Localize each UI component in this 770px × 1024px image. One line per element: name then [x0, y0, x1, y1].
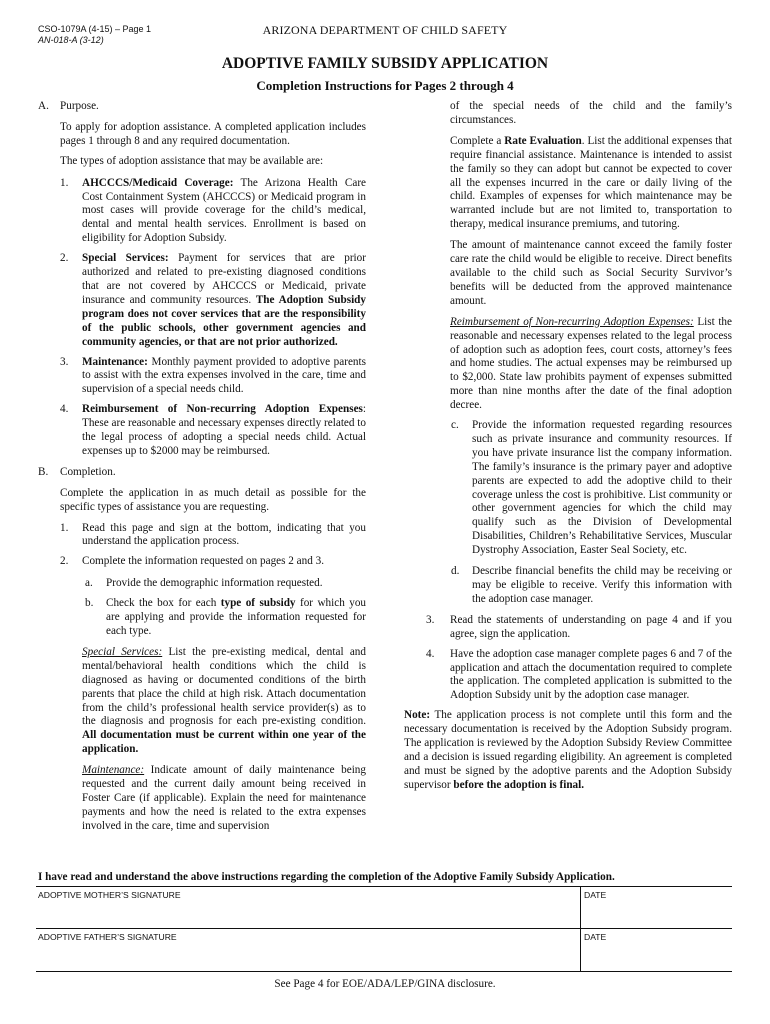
father-signature-label: ADOPTIVE FATHER’S SIGNATURE — [38, 932, 177, 942]
mother-date-label: DATE — [584, 890, 607, 900]
completion-item-1: 1. Read this page and sign at the bottom, indicating that you understand the application process. — [60, 521, 366, 548]
section-b-intro: Complete the application in as much detail as possible for the specific types of assistance you are requesting. — [60, 486, 366, 513]
maintenance-instructions: Maintenance: Indicate amount of daily maintenance being requested and the current daily amount being received in Foster Care (if applicable). Explain the need for maintenance payments and how the need is related to the extra expenses involved in the care, time and supervision — [82, 764, 366, 832]
signature-block — [36, 886, 732, 972]
completion-subitem-a: a. Provide the demographic information requested. — [85, 577, 323, 590]
page-title: ADOPTIVE FAMILY SUBSIDY APPLICATION — [221, 55, 549, 72]
reimbursement-instructions: Reimbursement of Non-recurring Adoption Expenses: List the reasonable and necessary expenses related to the legal process of adoption such as adoption fees, court costs, attorney’s fees and home studies. The actual expenses may be reimbursed up to $2,000. State law prohibits payment of expenses submitted more than nine months after the date of the final adoption decree. — [450, 315, 732, 412]
footer-disclosure: See Page 4 for EOE/ADA/LEP/GINA disclosure. — [274, 978, 496, 990]
special-services-instructions: Special Services: List the pre-existing medical, dental and mental/behavioral health conditions which the child is diagnosed as having or documented conditions of the birth parents that place the child at high risk. Attach documentation from the child’s professional health service provider(s) as to the diagnosis and prognosis for each pre-existing condition. All documentation must be current within one year of the application. — [82, 645, 366, 756]
acknowledgement-statement: I have read and understand the above instructions regarding the completion of the Adoptive Family Subsidy Application. — [38, 871, 615, 883]
completion-subitem-c: c. Provide the information requested regarding resources such as private insurance and community resources. If you have private insurance list the company information. The family’s insurance is the primary payer and adoptive parents are expected to add the adoptive child to their coverage unless the cost is prohibitive. List community or other government agencies for which the child may qualify such as the Division of Developmental Disabilities, Children’s Rehabilitative Services, Muscular Dystrophy Association, Easter Seal Society, etc. — [451, 419, 732, 557]
mother-signature-label: ADOPTIVE MOTHER’S SIGNATURE — [38, 890, 181, 900]
assistance-item-4: 4. Reimbursement of Non-recurring Adoption Expenses: These are reasonable and necessary expenses directly related to the legal process of adopting a special needs child. Actual expenses up to $2000 may be reimbursed. — [60, 403, 366, 457]
father-date-field[interactable] — [584, 943, 730, 971]
maintenance-amount-text: The amount of maintenance cannot exceed the family foster care rate the child would be eligible to receive. Direct benefits available to the child such as Social Security Survivor’s benefits will be deducted from the approved maintenance amount. — [450, 239, 732, 307]
rate-evaluation-text: Complete a Rate Evaluation. List the additional expenses that require financial assistance. Maintenance is intended to assist the family so they can adopt but cannot be expected to cover all the expenses incurred in the care or daily living of the child. Examples of expenses for which maintenance may be warranted include but are not limited to, transportation to therapy, medical insurance premiums, and tutoring. — [450, 134, 732, 231]
mother-date-field[interactable] — [584, 901, 730, 927]
agency-name: ARIZONA DEPARTMENT OF CHILD SAFETY — [262, 23, 508, 37]
section-a-intro: To apply for adoption assistance. A completed application includes pages 1 through 8 and any required documentation. — [60, 120, 366, 147]
father-date-label: DATE — [584, 932, 607, 942]
completion-item-4: 4. Have the adoption case manager complete pages 6 and 7 of the application and attach the documentation required to complete the application. The completed application is submitted to the Adoption Subsidy unit by the adoption case manager. — [426, 647, 732, 702]
completion-item-2: 2. Complete the information requested on pages 2 and 3. — [60, 555, 325, 568]
page-subtitle: Completion Instructions for Pages 2 through 4 — [256, 78, 514, 93]
right-column — [404, 100, 732, 793]
assistance-item-2: 2. Special Services: Payment for services that are prior authorized and related to pre-existing diagnosed conditions that are not covered by AHCCCS or Medicaid, private insurance and community resources. The Adoption Subsidy program does not cover services that are the responsibility of the public schools, other government agencies and community agencies, or that are not prior authorized. — [60, 252, 366, 348]
completion-subitem-b: b. Check the box for each type of subsidy for which you are applying and provide the information requested for each type. — [85, 597, 367, 637]
assistance-item-1: 1. AHCCCS/Medicaid Coverage: The Arizona Health Care Cost Containment System (AHCCCS) or Medicaid program in most cases will provide coverage for the child’s medical, dental and mental health services. Enrollment is based on eligibility for Adoption Subsidy. — [60, 176, 367, 245]
signature-divider — [36, 928, 732, 929]
assistance-item-3: 3. Maintenance: Monthly payment provided to adoptive parents to assist with the extra expenses involved in the care, time and supervision of a special needs child. — [60, 355, 366, 396]
father-signature-field[interactable] — [36, 943, 576, 971]
section-a-heading: A. Purpose. — [38, 100, 99, 112]
completion-item-3: 3. Read the statements of understanding on page 4 and if you agree, sign the application. — [426, 613, 732, 640]
section-b-heading: B. Completion. — [38, 465, 116, 478]
date-column-divider — [580, 887, 581, 971]
left-column — [38, 100, 366, 834]
form-number: CSO-1079A (4-15) – Page 1 — [38, 24, 152, 34]
mother-signature-field[interactable] — [36, 901, 576, 927]
form-sub-number: AN-018-A (3-12) — [38, 35, 104, 45]
section-a-types-intro: The types of adoption assistance that may be available are: — [60, 154, 324, 167]
completion-subitem-d: d. Describe financial benefits the child may be receiving or may be eligible to receive. Verify this information with the adoption case manager. — [451, 565, 732, 605]
process-note: Note: The application process is not complete until this form and the necessary documentation is received by the Adoption Subsidy program. The application is reviewed by the Adoption Subsidy Review Committee and a decision is issued regarding eligibility. An agreement is completed and must be signed by the adoptive parents and the Adoption Subsidy supervisor before the adoption is final. — [404, 709, 732, 791]
maintenance-continuation: of the special needs of the child and the family’s circumstances. — [450, 100, 732, 126]
